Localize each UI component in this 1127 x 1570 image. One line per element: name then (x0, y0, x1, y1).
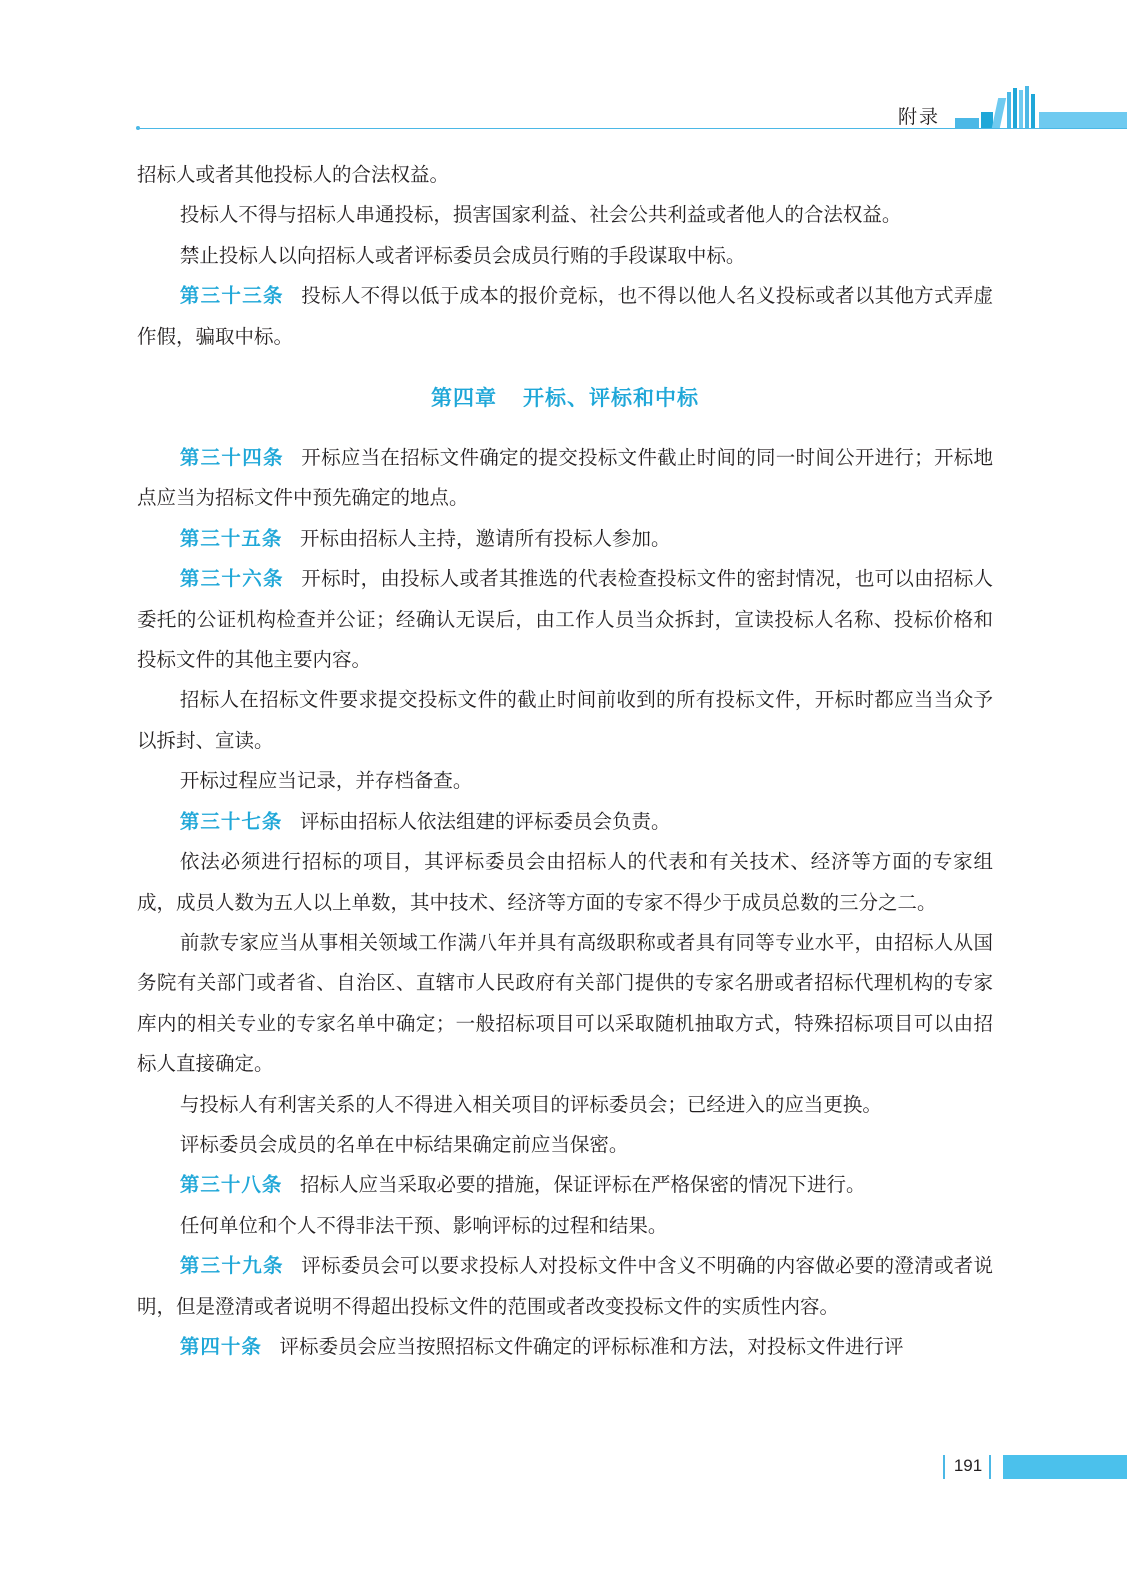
chapter-heading (137, 378, 993, 418)
article-label: 第三十九条 (179, 1254, 284, 1278)
book-bar (1013, 88, 1017, 128)
article-37 (137, 802, 993, 842)
article-text: 评标委员会可以要求投标人对投标文件中含义不明确的内容做必要的澄清或者说明，但是澄清或者说明不得超出投标文件的范围或者改变投标文件的实质性内容。 (137, 1254, 993, 1318)
bookshelf-icon (955, 86, 1127, 128)
page-number-divider (943, 1455, 945, 1479)
article-34 (137, 438, 993, 519)
article-40 (137, 1327, 993, 1367)
paragraph: 禁止投标人以向招标人或者评标委员会成员行贿的手段谋取中标。 (179, 243, 746, 267)
chapter-number: 第四章 (431, 386, 497, 411)
article-text: 开标由招标人主持，邀请所有投标人参加。 (299, 526, 671, 550)
article-label: 第三十五条 (179, 526, 283, 550)
paragraph: 招标人在招标文件要求提交投标文件的截止时间前收到的所有投标文件，开标时都应当当众予以拆封、宣读。 (137, 688, 993, 752)
paragraph: 投标人不得与招标人串通投标，损害国家利益、社会公共利益或者他人的合法权益。 (179, 203, 902, 227)
paragraph: 开标过程应当记录，并存档备查。 (179, 769, 473, 793)
chapter-title: 开标、评标和中标 (523, 386, 699, 411)
book-bar (1031, 94, 1035, 128)
article-text: 开标时，由投标人或者其推选的代表检查投标文件的密封情况，也可以由招标人委托的公证机构检查并公证；经确认无误后，由工作人员当众拆封，宣读投标人名称、投标价格和投标文件的其他主要内容。 (137, 567, 993, 672)
article-label: 第三十六条 (179, 567, 284, 591)
paragraph: 评标委员会成员的名单在中标结果确定前应当保密。 (179, 1132, 629, 1156)
article-text: 开标应当在招标文件确定的提交投标文件截止时间的同一时间公开进行；开标地点应当为招标文件中预先确定的地点。 (137, 446, 993, 510)
footer-bar (1003, 1455, 1127, 1479)
page-content (137, 155, 993, 1367)
article-33 (137, 276, 993, 357)
page-number: 191 (953, 1456, 983, 1475)
paragraph: 招标人或者其他投标人的合法权益。 (137, 163, 450, 186)
article-label: 第三十四条 (179, 446, 284, 470)
article-text: 评标委员会应当按照招标文件确定的评标标准和方法，对投标文件进行评 (279, 1334, 904, 1358)
article-label: 第三十三条 (179, 284, 284, 308)
paragraph: 任何单位和个人不得非法干预、影响评标的过程和结果。 (179, 1213, 668, 1237)
article-text: 招标人应当采取必要的措施，保证评标在严格保密的情况下进行。 (299, 1173, 866, 1197)
book-bar (1007, 92, 1011, 128)
book-bar (1019, 90, 1023, 128)
article-39 (137, 1246, 993, 1327)
article-36 (137, 559, 993, 680)
page-number-divider (989, 1455, 991, 1479)
paragraph: 前款专家应当从事相关领域工作满八年并具有高级职称或者具有同等专业水平，由招标人从国务院有关部门或者省、自治区、直辖市人民政府有关部门提供的专家名册或者招标代理机构的专家库内的相关专业的专家名单中确定；一般招标项目可以采取随机抽取方式，特殊招标项目可以由招标人直接确定。 (137, 930, 993, 1076)
header-rule (138, 128, 1127, 129)
article-35 (137, 519, 993, 559)
article-label: 第四十条 (179, 1334, 262, 1358)
article-38 (137, 1165, 993, 1205)
book-bar (992, 98, 1006, 128)
section-label: 附录 (898, 106, 941, 128)
header-bar (1039, 112, 1127, 128)
book-bar (955, 118, 979, 128)
article-label: 第三十七条 (179, 809, 283, 833)
paragraph: 与投标人有利害关系的人不得进入相关项目的评标委员会；已经进入的应当更换。 (179, 1092, 882, 1116)
article-text: 评标由招标人依法组建的评标委员会负责。 (299, 809, 671, 833)
book-bar (1025, 86, 1029, 128)
page-header (0, 0, 1127, 140)
article-text: 投标人不得以低于成本的报价竞标，也不得以他人名义投标或者以其他方式弄虚作假，骗取中标。 (137, 284, 993, 348)
paragraph: 依法必须进行招标的项目，其评标委员会由招标人的代表和有关技术、经济等方面的专家组成，成员人数为五人以上单数，其中技术、经济等方面的专家不得少于成员总数的三分之二。 (137, 850, 993, 914)
article-label: 第三十八条 (179, 1173, 283, 1197)
